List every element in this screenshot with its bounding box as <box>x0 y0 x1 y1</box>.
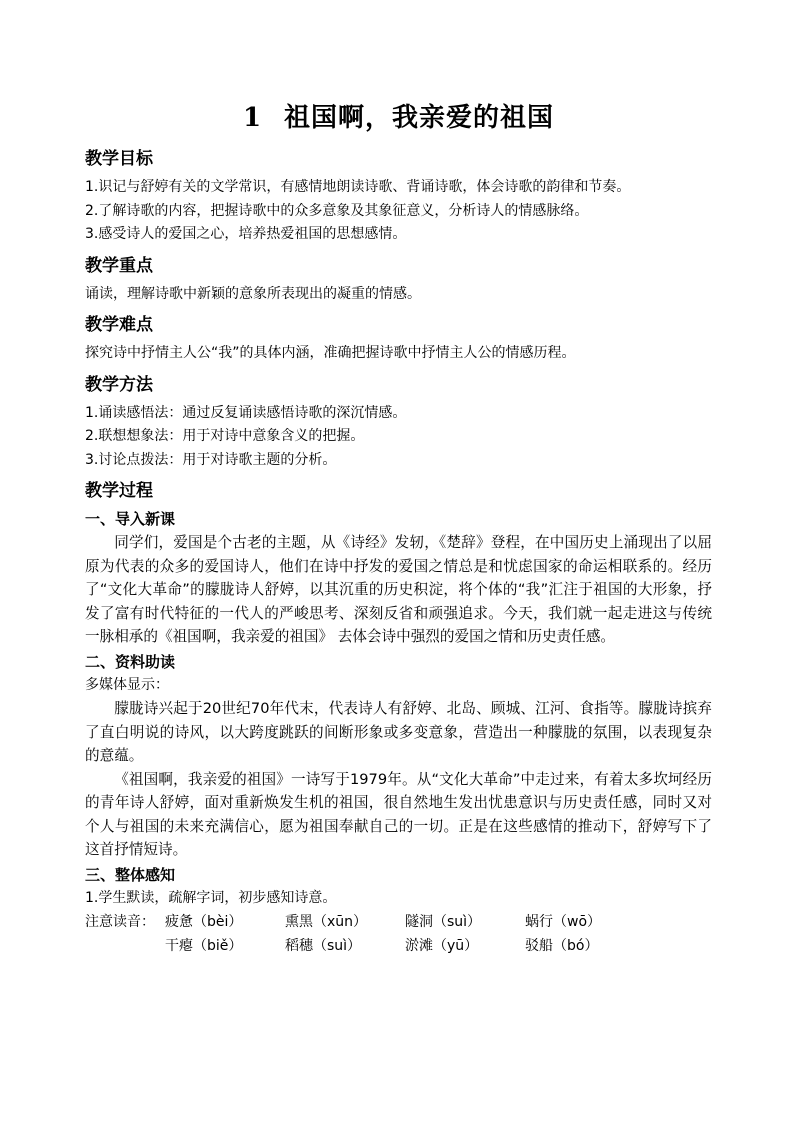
difficulties-heading: 教学难点 <box>85 315 153 335</box>
overall-step: 1.学生默读，疏解字词，初步感知诗意。 <box>85 889 337 906</box>
page-title <box>85 98 712 138</box>
pronunciation-item: 驳船（bó） <box>525 938 599 954</box>
pronunciation-item: 隧洞（suì） <box>405 914 482 930</box>
document-page <box>85 98 712 958</box>
materials-paragraph: 朦胧诗兴起于20世纪70年代末，代表诗人有舒婷、北岛、顾城、江河、食指等。朦胧诗摈弃了直白明说的诗风，以大跨度跳跃的间断形象或多变意象，营造出一种朦胧的氛围，以表现复杂的意蕴。 <box>85 700 712 764</box>
lesson-title: 祖国啊，我亲爱的祖国 <box>284 103 555 133</box>
process-heading: 教学过程 <box>85 481 153 501</box>
pronunciation-item: 稻穗（suì） <box>285 938 362 954</box>
materials-paragraph: 《祖国啊，我亲爱的祖国》一诗写于1979年。从“文化大革命”中走过来，有着太多坎坷经历的青年诗人舒婷，面对重新焕发生机的祖国，很自然地生发出忧患意识与历史责任感，同时又对个人与祖国的未来充满信心，愿为祖国奉献自己的一切。正是在这些感情的推动下，舒婷写下了这首抒情短诗。 <box>85 770 712 858</box>
pronunciation-item: 熏黑（xūn） <box>285 914 368 930</box>
method-item: 1.诵读感悟法：通过反复诵读感悟诗歌的深沉情感。 <box>85 404 407 421</box>
objective-item: 1.识记与舒婷有关的文学常识，有感情地朗读诗歌、背诵诗歌，体会诗歌的韵律和节奏。 <box>85 179 631 195</box>
difficulties-text: 探究诗中抒情主人公“我”的具体内涵，准确把握诗歌中抒情主人公的情感历程。 <box>85 345 576 361</box>
pronunciation-item: 蜗行（wō） <box>525 914 602 930</box>
method-item: 3.讨论点拨法：用于对诗歌主题的分析。 <box>85 451 337 468</box>
pronunciation-item: 疲惫（bèi） <box>165 914 243 930</box>
lesson-number: 1 <box>242 103 263 133</box>
objectives-heading: 教学目标 <box>85 149 153 169</box>
keypoints-text: 诵读，理解诗歌中新颖的意象所表现出的凝重的情感。 <box>85 285 421 302</box>
pronunciation-item: 淤滩（yū） <box>405 938 479 954</box>
intro-heading: 一、导入新课 <box>85 510 176 528</box>
objective-item: 3.感受诗人的爱国之心，培养热爱祖国的思想感情。 <box>85 226 407 242</box>
pronunciation-row <box>85 934 712 958</box>
overall-heading: 三、整体感知 <box>85 865 176 884</box>
methods-heading: 教学方法 <box>85 374 153 395</box>
intro-paragraph: 同学们，爱国是个古老的主题，从《诗经》发轫，《楚辞》登程，在中国历史上涌现出了以屈原为代表的众多的爱国诗人，他们在诗中抒发的爱国之情总是和忧虑国家的命运相联系的。经历了“文化大革命”的朦胧诗人舒婷，以其沉重的历史积淀，将个体的“我”汇注于祖国的大形象，抒发了富有时代特征的一代人的严峻思考、深刻反省和顽强追求。今天，我们就一起走进这与传统一脉相承的《祖国啊，我亲爱的祖国》 去体会诗中强烈的爱国之情和历史责任感。 <box>85 534 712 645</box>
pronunciation-row <box>85 910 712 934</box>
materials-heading: 二、资料助读 <box>85 652 176 671</box>
materials-lead: 多媒体显示： <box>85 676 169 693</box>
objective-item: 2.了解诗歌的内容，把握诗歌中的众多意象及其象征意义，分析诗人的情感脉络。 <box>85 202 589 219</box>
pronunciation-item: 干瘪（biě） <box>165 938 243 954</box>
method-item: 2.联想想象法：用于对诗中意象含义的把握。 <box>85 428 365 444</box>
pronunciation-list <box>85 910 712 958</box>
pronunciation-label: 注意读音： <box>85 914 155 930</box>
keypoints-heading: 教学重点 <box>85 255 153 276</box>
